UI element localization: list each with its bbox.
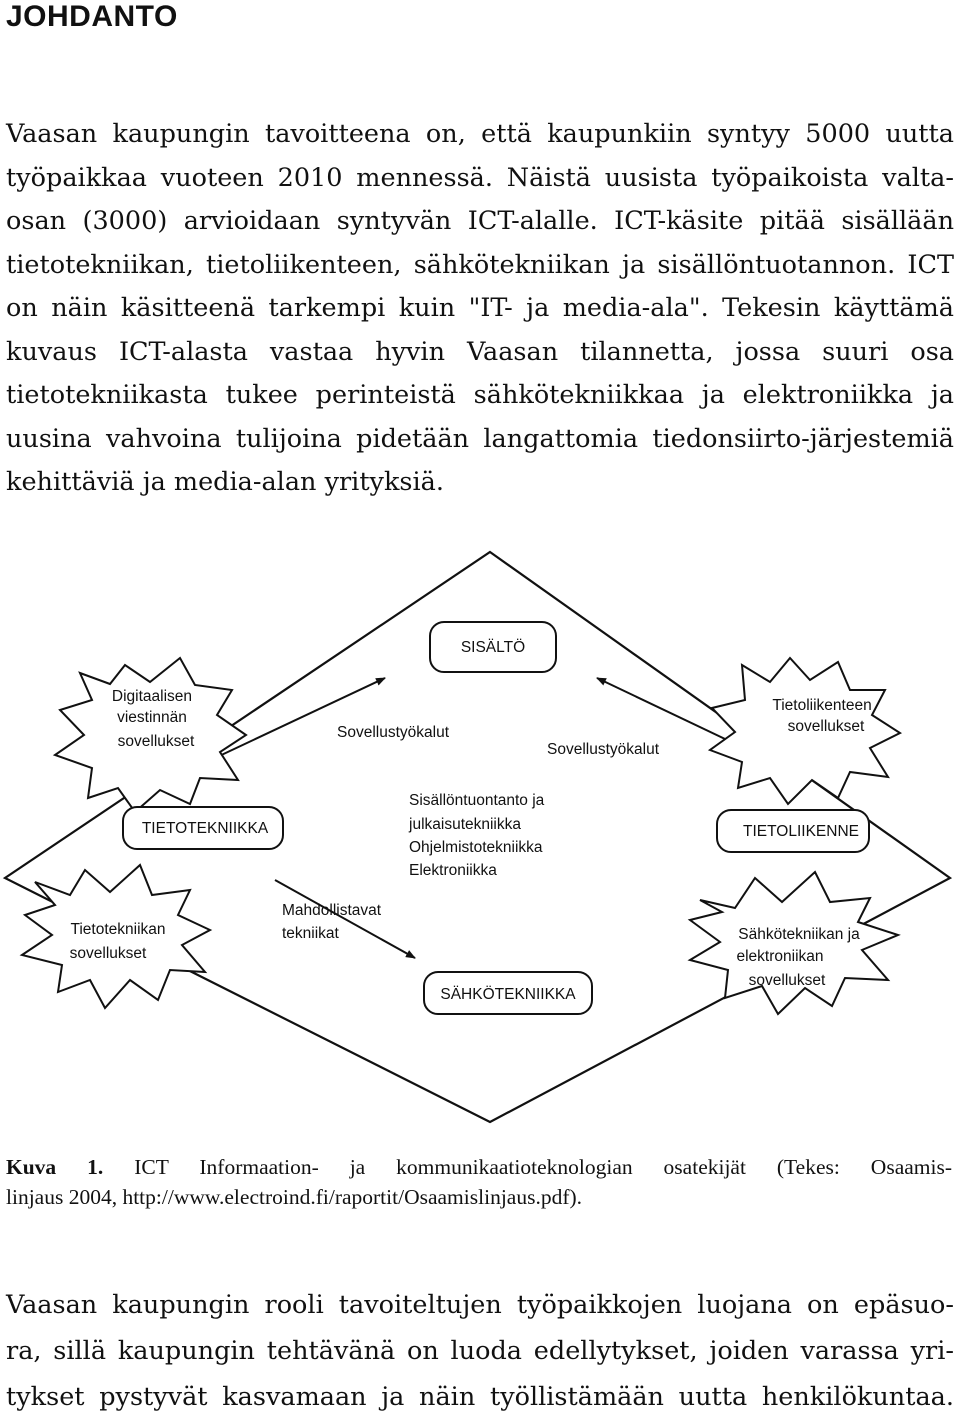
intro-line: tietotekniikan, tietoliikenteen, sähkötekniikan ja sisällöntuotannon. ICT xyxy=(6,249,954,280)
caption-label: Kuva 1. xyxy=(6,1155,104,1179)
label-center-line: Ohjelmistotekniikka xyxy=(409,839,543,856)
caption-line xyxy=(6,1152,952,1182)
arrow-mahdollistavat xyxy=(275,880,415,958)
label-center-line: Sisällöntuontanto ja xyxy=(409,792,545,809)
burst-sahkotekniikan-line: sovellukset xyxy=(748,972,826,989)
box-sisalto-label: SISÄLTÖ xyxy=(460,639,526,656)
label-center-line: Elektroniikka xyxy=(409,862,497,879)
caption-text: ICT Informaation- ja kommunikaatioteknologian osatekijät (Tekes: Osaamis- xyxy=(103,1155,952,1179)
intro-line: kuvaus ICT-alasta vastaa hyvin Vaasan tilannetta, jossa suuri osa xyxy=(6,336,954,367)
ict-diagram xyxy=(0,540,960,1140)
intro-line: uusina vahvoina tulijoina pidetään langattomia tiedonsiirto-järjestemiä xyxy=(6,423,954,454)
figure-caption xyxy=(6,1152,952,1212)
label-mahdollistavat-line: Mahdollistavat xyxy=(282,902,382,919)
burst-tietoliikenteen-line: Tietoliikenteen xyxy=(772,697,872,714)
outro-line: tykset pystyvät kasvamaan ja näin työllistämään uutta henkilökuntaa. xyxy=(6,1382,954,1412)
page-heading: JOHDANTO xyxy=(6,0,178,33)
label-center-line: julkaisutekniikka xyxy=(409,816,521,833)
intro-line: kehittäviä ja media-alan yrityksiä. xyxy=(6,467,444,497)
intro-line: työpaikkaa vuoteen 2010 mennessä. Näistä uusista työpaikoista valta- xyxy=(6,162,954,193)
burst-tietotekniikan-line: sovellukset xyxy=(69,945,147,962)
burst-tietoliikenteen-line: sovellukset xyxy=(787,718,865,735)
caption-line: linjaus 2004, http://www.electroind.fi/raportit/Osaamislinjaus.pdf). xyxy=(6,1185,583,1209)
burst-digitaalisen-line: sovellukset xyxy=(117,733,195,750)
label-sovellustyokalut-right: Sovellustyökalut xyxy=(547,741,660,758)
arrow-sovellustyokalut-left xyxy=(215,678,385,758)
intro-line: tietotekniikasta tukee perinteistä sähkötekniikkaa ja elektroniikka ja xyxy=(6,380,954,410)
box-tietoliikenne-label: TIETOLIIKENNE xyxy=(743,823,859,840)
label-mahdollistavat-line: tekniikat xyxy=(282,925,339,942)
burst-tietotekniikan-line: Tietotekniikan xyxy=(70,921,166,938)
intro-line: on näin käsitteenä tarkempi kuin "IT- ja media-ala". Tekesin käyttämä xyxy=(6,293,954,323)
burst-digitaalisen-line: Digitaalisen xyxy=(111,688,193,705)
box-sahkotekniikka-label: SÄHKÖTEKNIIKKA xyxy=(440,986,576,1003)
outro-line: ra, sillä kaupungin tehtävänä on luoda edellytykset, joiden varassa yri- xyxy=(6,1336,954,1366)
burst-digitaalisen-line: viestinnän xyxy=(117,709,187,726)
burst-sahkotekniikan-line: elektroniikan xyxy=(736,948,824,965)
intro-line: Vaasan kaupungin tavoitteena on, että kaupunkiin syntyy 5000 uutta xyxy=(6,119,954,149)
outro-paragraph xyxy=(6,1282,954,1420)
intro-line: osan (3000) arvioidaan syntyvän ICT-alalle. ICT-käsite pitää sisällään xyxy=(6,206,954,236)
box-tietotekniikka-label: TIETOTEKNIIKKA xyxy=(141,820,269,837)
label-sovellustyokalut-left: Sovellustyökalut xyxy=(337,724,450,741)
burst-sahkotekniikan-line: Sähkötekniikan ja xyxy=(738,926,860,943)
intro-paragraph xyxy=(6,113,954,505)
burst-sahkotekniikan xyxy=(690,872,898,1014)
outro-line: Vaasan kaupungin rooli tavoiteltujen työpaikkojen luojana on epäsuo- xyxy=(6,1290,954,1320)
